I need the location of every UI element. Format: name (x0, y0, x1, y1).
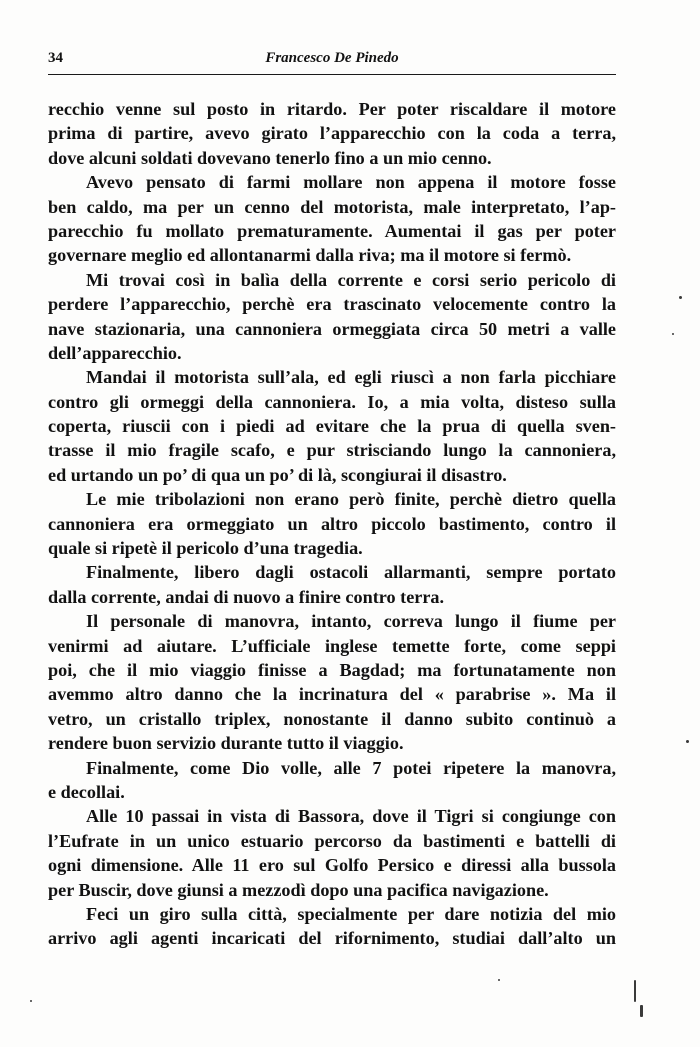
text-line: Avevo pensato di farmi mollare non appena il motore fosse (86, 172, 616, 193)
text-line: parecchio fu mollato prematuramente. Aumentai il gas per poter (48, 220, 616, 241)
scan-speck (640, 1005, 643, 1017)
text-line: poi, che il mio viaggio finisse a Bagdad; ma fortunatamente non (48, 659, 616, 680)
text-line: ed urtando un po’ di qua un po’ di là, scongiurai il disastro. (48, 464, 507, 485)
text-line: avemmo altro danno che la incrinatura del « parabrise ». Ma il (48, 684, 616, 705)
text-line: l’Eufrate in un unico estuario percorso da bastimenti e battelli di (48, 830, 616, 851)
text-line: quale si ripetè il pericolo d’una tragedia. (48, 538, 363, 559)
text-line: Finalmente, libero dagli ostacoli allarmanti, sempre portato (86, 562, 616, 583)
text-line: dove alcuni soldati dovevano tenerlo fino a un mio cenno. (48, 147, 492, 168)
text-line: venirmi ad aiutare. L’ufficiale inglese temette forte, come seppi (48, 635, 616, 656)
scan-speck (30, 1000, 32, 1002)
text-line: Mi trovai così in balìa della corrente e corsi serio pericolo di (86, 269, 616, 290)
text-line: ogni dimensione. Alle 11 ero sul Golfo Persico e diressi alla bussola (48, 855, 616, 876)
text-line: dell’apparecchio. (48, 342, 182, 363)
scan-speck (634, 980, 636, 1002)
text-line: e decollai. (48, 781, 125, 802)
header-rule (48, 74, 616, 75)
page-header (48, 50, 616, 72)
text-line: coperta, riuscii con i piedi ad evitare che la prua di quella sven- (48, 416, 616, 437)
text-line: recchio venne sul posto in ritardo. Per poter riscaldare il motore (48, 99, 616, 119)
text-line: prima di partire, avevo girato l’apparecchio con la coda a terra, (48, 123, 616, 144)
scan-speck (686, 740, 689, 743)
text-line: vetro, un cristallo triplex, nonostante il danno subito continuò a (48, 708, 616, 729)
text-line: Finalmente, come Dio volle, alle 7 potei ripetere la manovra, (86, 757, 616, 778)
text-line: rendere buon servizio durante tutto il viaggio. (48, 733, 404, 754)
text-line: per Buscir, dove giunsi a mezzodì dopo una pacifica navigazione. (48, 879, 549, 900)
text-line: Mandai il motorista sull’ala, ed egli riuscì a non farla picchiare (86, 367, 616, 388)
body-text (48, 97, 616, 951)
text-line: Alle 10 passai in vista di Bassora, dove il Tigri si congiunge con (86, 806, 616, 827)
text-line: nave stazionaria, una cannoniera ormeggiata circa 50 metri a valle (48, 318, 616, 339)
running-title: Francesco De Pinedo (265, 50, 399, 66)
text-line: trasse il mio fragile scafo, e pur strisciando lungo la cannoniera, (48, 440, 616, 461)
text-line: perdere l’apparecchio, perchè era trascinato velocemente contro la (48, 294, 616, 315)
scan-speck (679, 296, 682, 299)
text-line: Le mie tribolazioni non erano però finite, perchè dietro quella (86, 489, 616, 510)
text-line: arrivo agli agenti incaricati del rifornimento, studiai dall’alto un (48, 928, 616, 949)
scan-speck (672, 333, 674, 335)
text-line: cannoniera era ormeggiato un altro piccolo bastimento, contro il (48, 513, 616, 534)
page-number: 34 (48, 50, 63, 66)
text-line: Il personale di manovra, intanto, correva lungo il fiume per (86, 611, 616, 632)
text-line: Feci un giro sulla città, specialmente per dare notizia del mio (86, 903, 616, 924)
text-line: governare meglio ed allontanarmi dalla riva; ma il motore si fermò. (48, 245, 572, 266)
text-line: contro gli ormeggi della cannoniera. Io, a mia volta, disteso sulla (48, 391, 616, 412)
text-line: ben caldo, ma per un cenno del motorista, male interpretato, l’ap- (48, 196, 616, 217)
text-line: dalla corrente, andai di nuovo a finire contro terra. (48, 586, 445, 607)
scan-speck (498, 979, 500, 981)
